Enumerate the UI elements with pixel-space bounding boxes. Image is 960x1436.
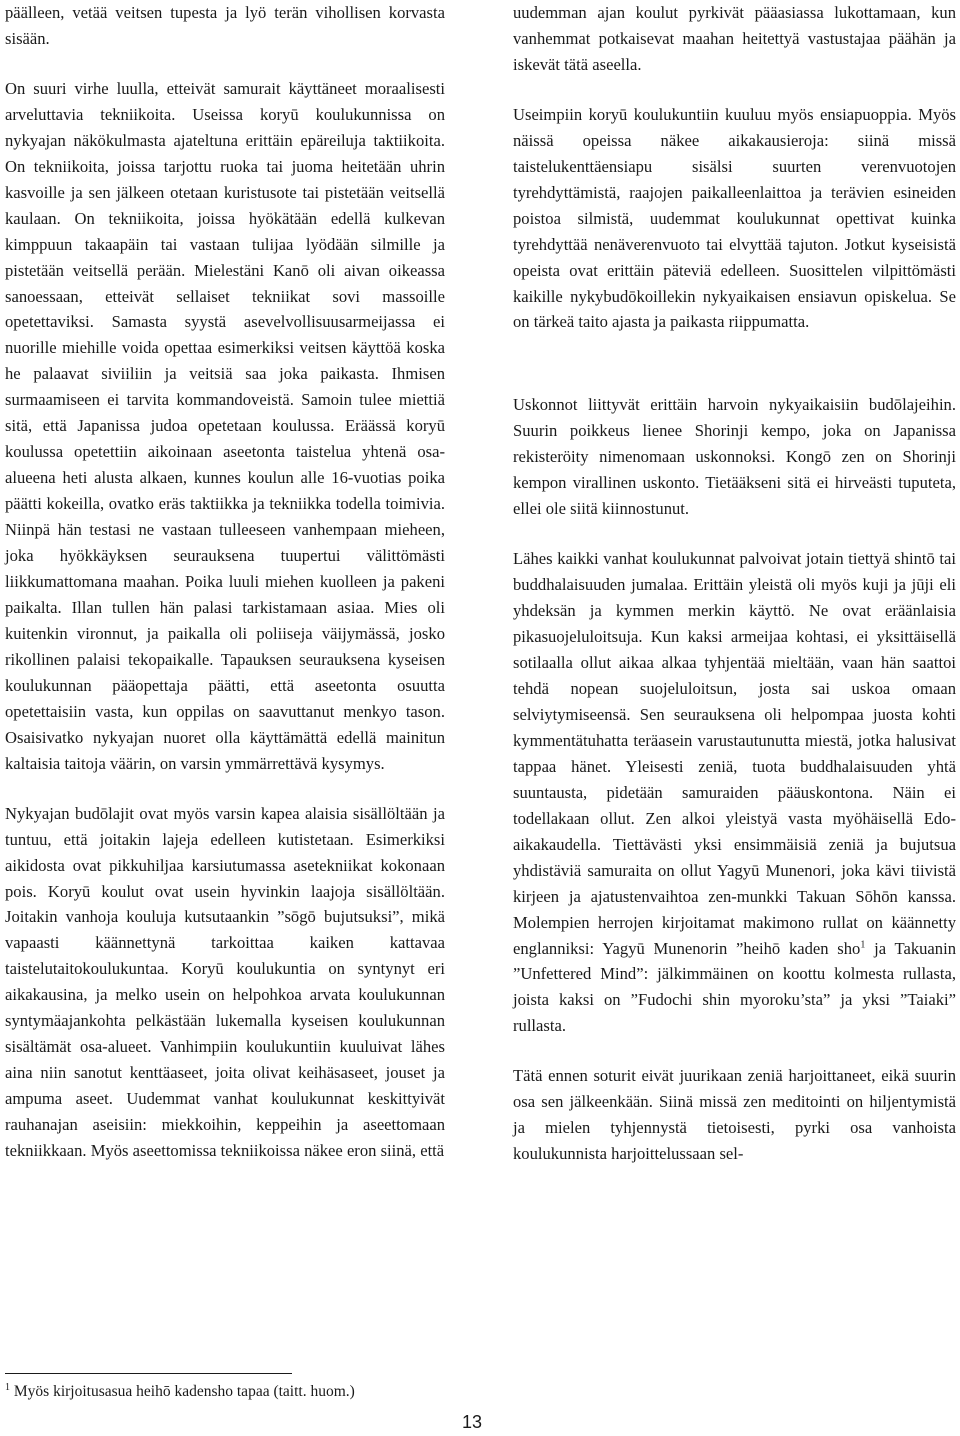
right-paragraph-4-end: ja Takuanin ”Unfettered Mind”: jälkimmäinen on koottu kolmesta rullasta, joista kaksi on ”Fudochi shin myoroku’sta” ja yksi ”Taiaki” rullasta. [513,938,956,1036]
right-column [513,0,956,1167]
footnote-reference: 1 [860,938,866,950]
right-paragraph-4-text: Lähes kaikki vanhat koulukunnat palvoivat jotain tiettyä shintō tai buddhalaisuuden jumalaa. Erittäin yleistä oli myös kuji ja jūji eli yhdeksän ja kymmen merkin käyttö. Ne ovat eräänlaisia pikasuojeluloitsuja. Kun kaksi armeijaa kohtasi, ei yksittäisellä sotilaalla ollut aikaa alkaa tyhjentää mieltään, vaan hän saattoi tehdä nopean suojeluloitsun, josta sai uskoa omaan selviytymiseensä. Sen seurauksena oli helpompaa juosta kohti kymmentätuhatta teräasein varustautunutta miestä, jotka halusivat tappaa hänet. Yleisesti zeniä, tuota buddhalaisuuden yhtä suuntausta, pidetään samuraiden pääuskontona. Näin ei todellakaan ollut. Zen alkoi yleistyä vasta myöhäisellä Edo-aikakaudella. Tiettävästi yksi ensimmäisiä zeniä ja bujutsua yhdistäviä samuraita on ollut Yagyū Munenori, joka kävi tiivistä kirjeen ja ajatustenvaihtoa zen-munkki Takuan Sōhōn kanssa. Molempien herrojen kirjoitamat makimono rullat on käännetty englanniksi: Yagyū Munenorin ”heihō kaden sho [513,549,956,958]
right-paragraph-2: Useimpiin koryū koulukuntiin kuuluu myös ensiapuoppia. Myös näissä opeissa näkee aikakausieroja: siinä missä taistelukenttäensiapu sisälsi suurten verenvuotojen tyrehdyttämistä, raajojen paikalleenlaittoa ja terävien esineiden poistoa silmistä, uudemmat koulukunnat opettivat kuinka tyrehdyttää nenäverenvuoto tai elvyttää tajuton. Jotkut kyseisistä opeista ovat erittäin päteviä edelleen. Suosittelen vilpittömästi kaikille nykybudōkoillekin nykyaikaisen ensiavun opiskelua. Se on tärkeä taito ajasta ja paikasta riippumatta. [513,104,956,332]
left-column [5,0,445,1164]
right-paragraph-4 [513,546,956,1039]
page-number: 13 [462,1412,483,1432]
footnote-text: Myös kirjoitusasua heihō kadensho tapaa (taitt. huom.) [10,1383,355,1400]
right-paragraph-1: uudemman ajan koulut pyrkivät pääasiassa lukottamaan, kun vanhemmat potkaisevat maahan heitettyä vastustajaa päähän ja iskevät tätä aseella. [513,3,956,74]
footnote-marker: 1 [5,1381,10,1393]
left-paragraph-1: päälleen, vetää veitsen tupesta ja lyö terän vihollisen korvasta sisään. [5,3,445,48]
left-paragraph-3: Nykyajan budōlajit ovat myös varsin kapea alaisia sisällöltään ja tuntuu, että joitakin lajeja edelleen kutistetaan. Esimerkiksi aikidosta ovat pikkuhiljaa karsiutumassa asetekniikat kokonaan pois. Koryū koulut ovat usein hyvinkin laajoja sisällöltään. Joitakin vanhoja kouluja kutsutaankin ”sōgō bujutsuksi”, mikä vapaasti käännettynä tarkoittaa kaiken kattavaa taistelutaitokoulukuntaa. Koryū koulukuntia on syntynyt eri aikakausina, ja melko usein on helpohkoa arvata koulukunnan syntymäajankohta pelkästään lukemalla kyseisen koulukunnan sisältämät osa-alueet. Vanhimpiin koulukuntiin kuuluivat lähes aina niin sanotut kenttäaseet, joita olivat keihäsaseet, jouset ja ampuma aseet. Uudemmat vanhat koulukunnat keskittyivät rauhanajan aseisiin: miekkoihin, keppeihin ja aseettomaan tekniikkaan. Myös aseettomissa tekniikoissa näkee eron siinä, että [5,803,445,1161]
footnote-divider [5,1373,292,1374]
footnote [5,1382,705,1402]
right-paragraph-5: Tätä ennen soturit eivät juurikaan zeniä harjoittaneet, eikä suurin osa sen jälkeenkään. Siinä missä zen meditointi on hiljentymistä ja mielen tyhjennystä tietoisesti, pyrki osa vanhoista koulukunnista harjoittelussaan sel- [513,1066,956,1164]
right-paragraph-3: Uskonnot liittyvät erittäin harvoin nykyaikaisiin budōlajeihin. Suurin poikkeus lienee Shorinji kempo, joka on Japanissa rekisteröity nimenomaan uskonnoksi. Kongō zen on Shorinji kempon virallinen uskonto. Tietääkseni sitä ei hirveästi tuputeta, ellei ole siitä kiinnostunut. [513,395,956,519]
left-paragraph-2: On suuri virhe luulla, etteivät samurait käyttäneet moraalisesti arveluttavia tekniikoita. Useissa koryū koulukunnissa on nykyajan näkökulmasta ajateltuna erittäin epäreiluja taktiikoita. On tekniikoita, joissa tarjottu ruoka tai juoma heitetään uhrin kasvoille ja sen jälkeen otetaan kuristusote tai pistetään veitsellä kaulaan. On tekniikoita, joissa hyökätään edellä kulkevan kimppuun takaapäin tai vastaan tulijaa lyödään silmille ja pistetään veitsellä perään. Mielestäni Kanō oli aivan oikeassa sanoessaan, etteivät sellaiset tekniikat sovi massoille opetettaviksi. Samasta syystä asevelvollisuusarmeijassa ei nuorille miehille voida opettaa esimerkiksi veitsen käyttöä koska he palaavat siviiliin ja veitsiä saa joka paikasta. Ihmisen surmaamiseen ei tarvita kommandoveistä. Samoin tulee miettiä sitä, että Japanissa judoa opetetaan koulussa. Eräässä koryū koulussa opetettiin aikoinaan aseetonta taistelua yhtenä osa-alueena heti alusta alkaen, kunnes koulun alle 16-vuotias poika päätti kokeilla, ovatko eräs taktiikka ja tekniikka todella toimivia. Niinpä hän testasi ne vastaan tulleeseen vanhempaan mieheen, joka hyökkäyksen seurauksena tuupertui välittömästi liikkumattomana maahan. Poika luuli miehen kuolleen ja pakeni paikalta. Illan tullen hän palasi tarkistamaan asiaa. Mies oli kuitenkin vironnut, ja paikalla oli poliiseja väijymässä, josko rikollinen palaisi tekopaikalle. Tapauksen seurauksena kyseisen koulukunnan pääopettaja päätti, että aseetonta osuutta opetettaisiin vasta, kun oppilas on saavuttanut menkyo tason. Osaisivatko nykyajan nuoret olla käyttämättä edellä mainitun kaltaisia taitoja väärin, on varsin ymmärrettävä kysymys. [5,78,445,773]
